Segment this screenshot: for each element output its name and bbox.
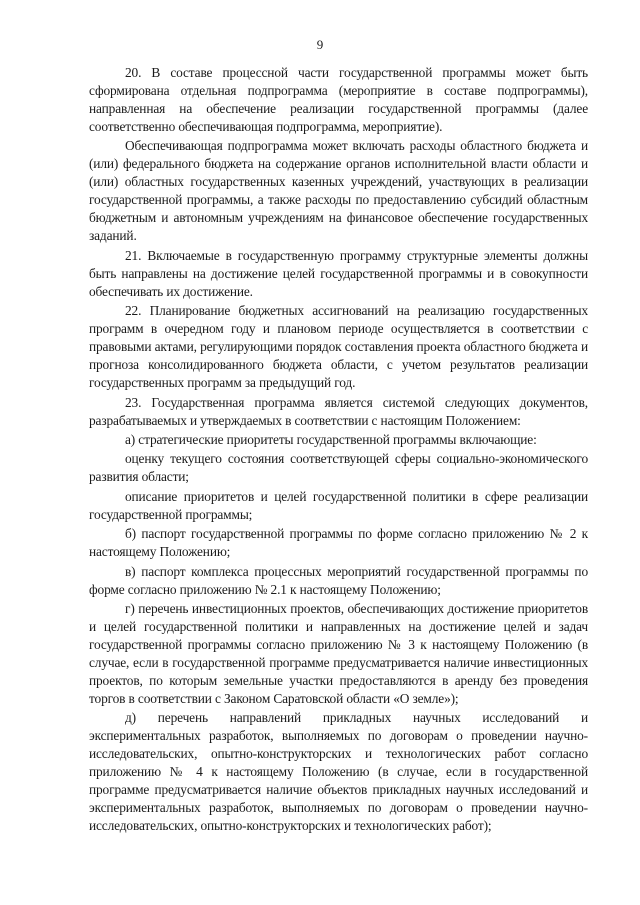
paragraph-22: 22. Планирование бюджетных ассигнований на реализацию государственных программ в очередном году и плановом периоде осуществляется в соответствии с правовыми актами, регулирующими порядок составления проекта областного бюджета и прогноза консолидированного бюджета области, с учетом результатов реализации государственных программ за предыдущий год. [89, 303, 588, 391]
list-item-a-priorities: описание приоритетов и целей государственной политики в сфере реализации государственной программы; [89, 488, 588, 522]
list-item-v: в) паспорт комплекса процессных мероприятий государственной программы по форме согласно приложению № 2.1 к настоящему Положению; [89, 563, 588, 597]
paragraph-20: 20. В составе процессной части государственной программы может быть сформирована отдельная подпрограмма (мероприятие в составе подпрограммы), направленная на обеспечение реализации государственной программы (далее соответственно обеспечивающая подпрограмма, мероприятие). [89, 65, 588, 134]
list-item-g: г) перечень инвестиционных проектов, обеспечивающих достижение приоритетов и целей государственной политики и направленных на достижение целей и задач государственной программы согласно приложению № 3 к настоящему Положению (в случае, если в государственной программе предусматривается наличие инвестиционных проектов, по которым земельные участки предоставляются в аренду без проведения торгов в соответствии с Законом Саратовской области «О земле»); [89, 600, 588, 706]
list-item-d: д) перечень направлений прикладных научных исследований и экспериментальных разработок, выполняемых по договорам о проведении научно-исследовательских, опытно-конструкторских и технологических работ согласно приложению № 4 к настоящему Положению (в случае, если в государственной программе предусматривается наличие объектов прикладных научных исследований и экспериментальных разработок, выполняемых по договорам о проведении научно-исследовательских, опытно-конструкторских и технологических работ); [89, 710, 588, 834]
page-number: 9 [316, 37, 324, 52]
list-item-a-assessment: оценку текущего состояния соответствующей сферы социально-экономического развития области; [89, 451, 588, 485]
paragraph-21: 21. Включаемые в государственную программу структурные элементы должны быть направлены на достижение целей государственной программы и в совокупности обеспечивать их достижение. [89, 247, 588, 299]
paragraph-23: 23. Государственная программа является системой следующих документов, разрабатываемых и утверждаемых в соответствии с настоящим Положением: [89, 394, 588, 428]
list-item-b: б) паспорт государственной программы по форме согласно приложению № 2 к настоящему Положению; [89, 526, 588, 560]
document-body [89, 64, 588, 837]
paragraph-20-support-subprogram: Обеспечивающая подпрограмма может включать расходы областного бюджета и (или) федерального бюджета на содержание органов исполнительной власти области и (или) областных государственных казенных учреждений, участвующих в реализации государственной программы, а также расходы по предоставлению субсидий областным бюджетным и автономным учреждениям на финансовое обеспечение государственных заданий. [89, 138, 588, 244]
list-item-a: а) стратегические приоритеты государственной программы включающие: [125, 431, 537, 447]
